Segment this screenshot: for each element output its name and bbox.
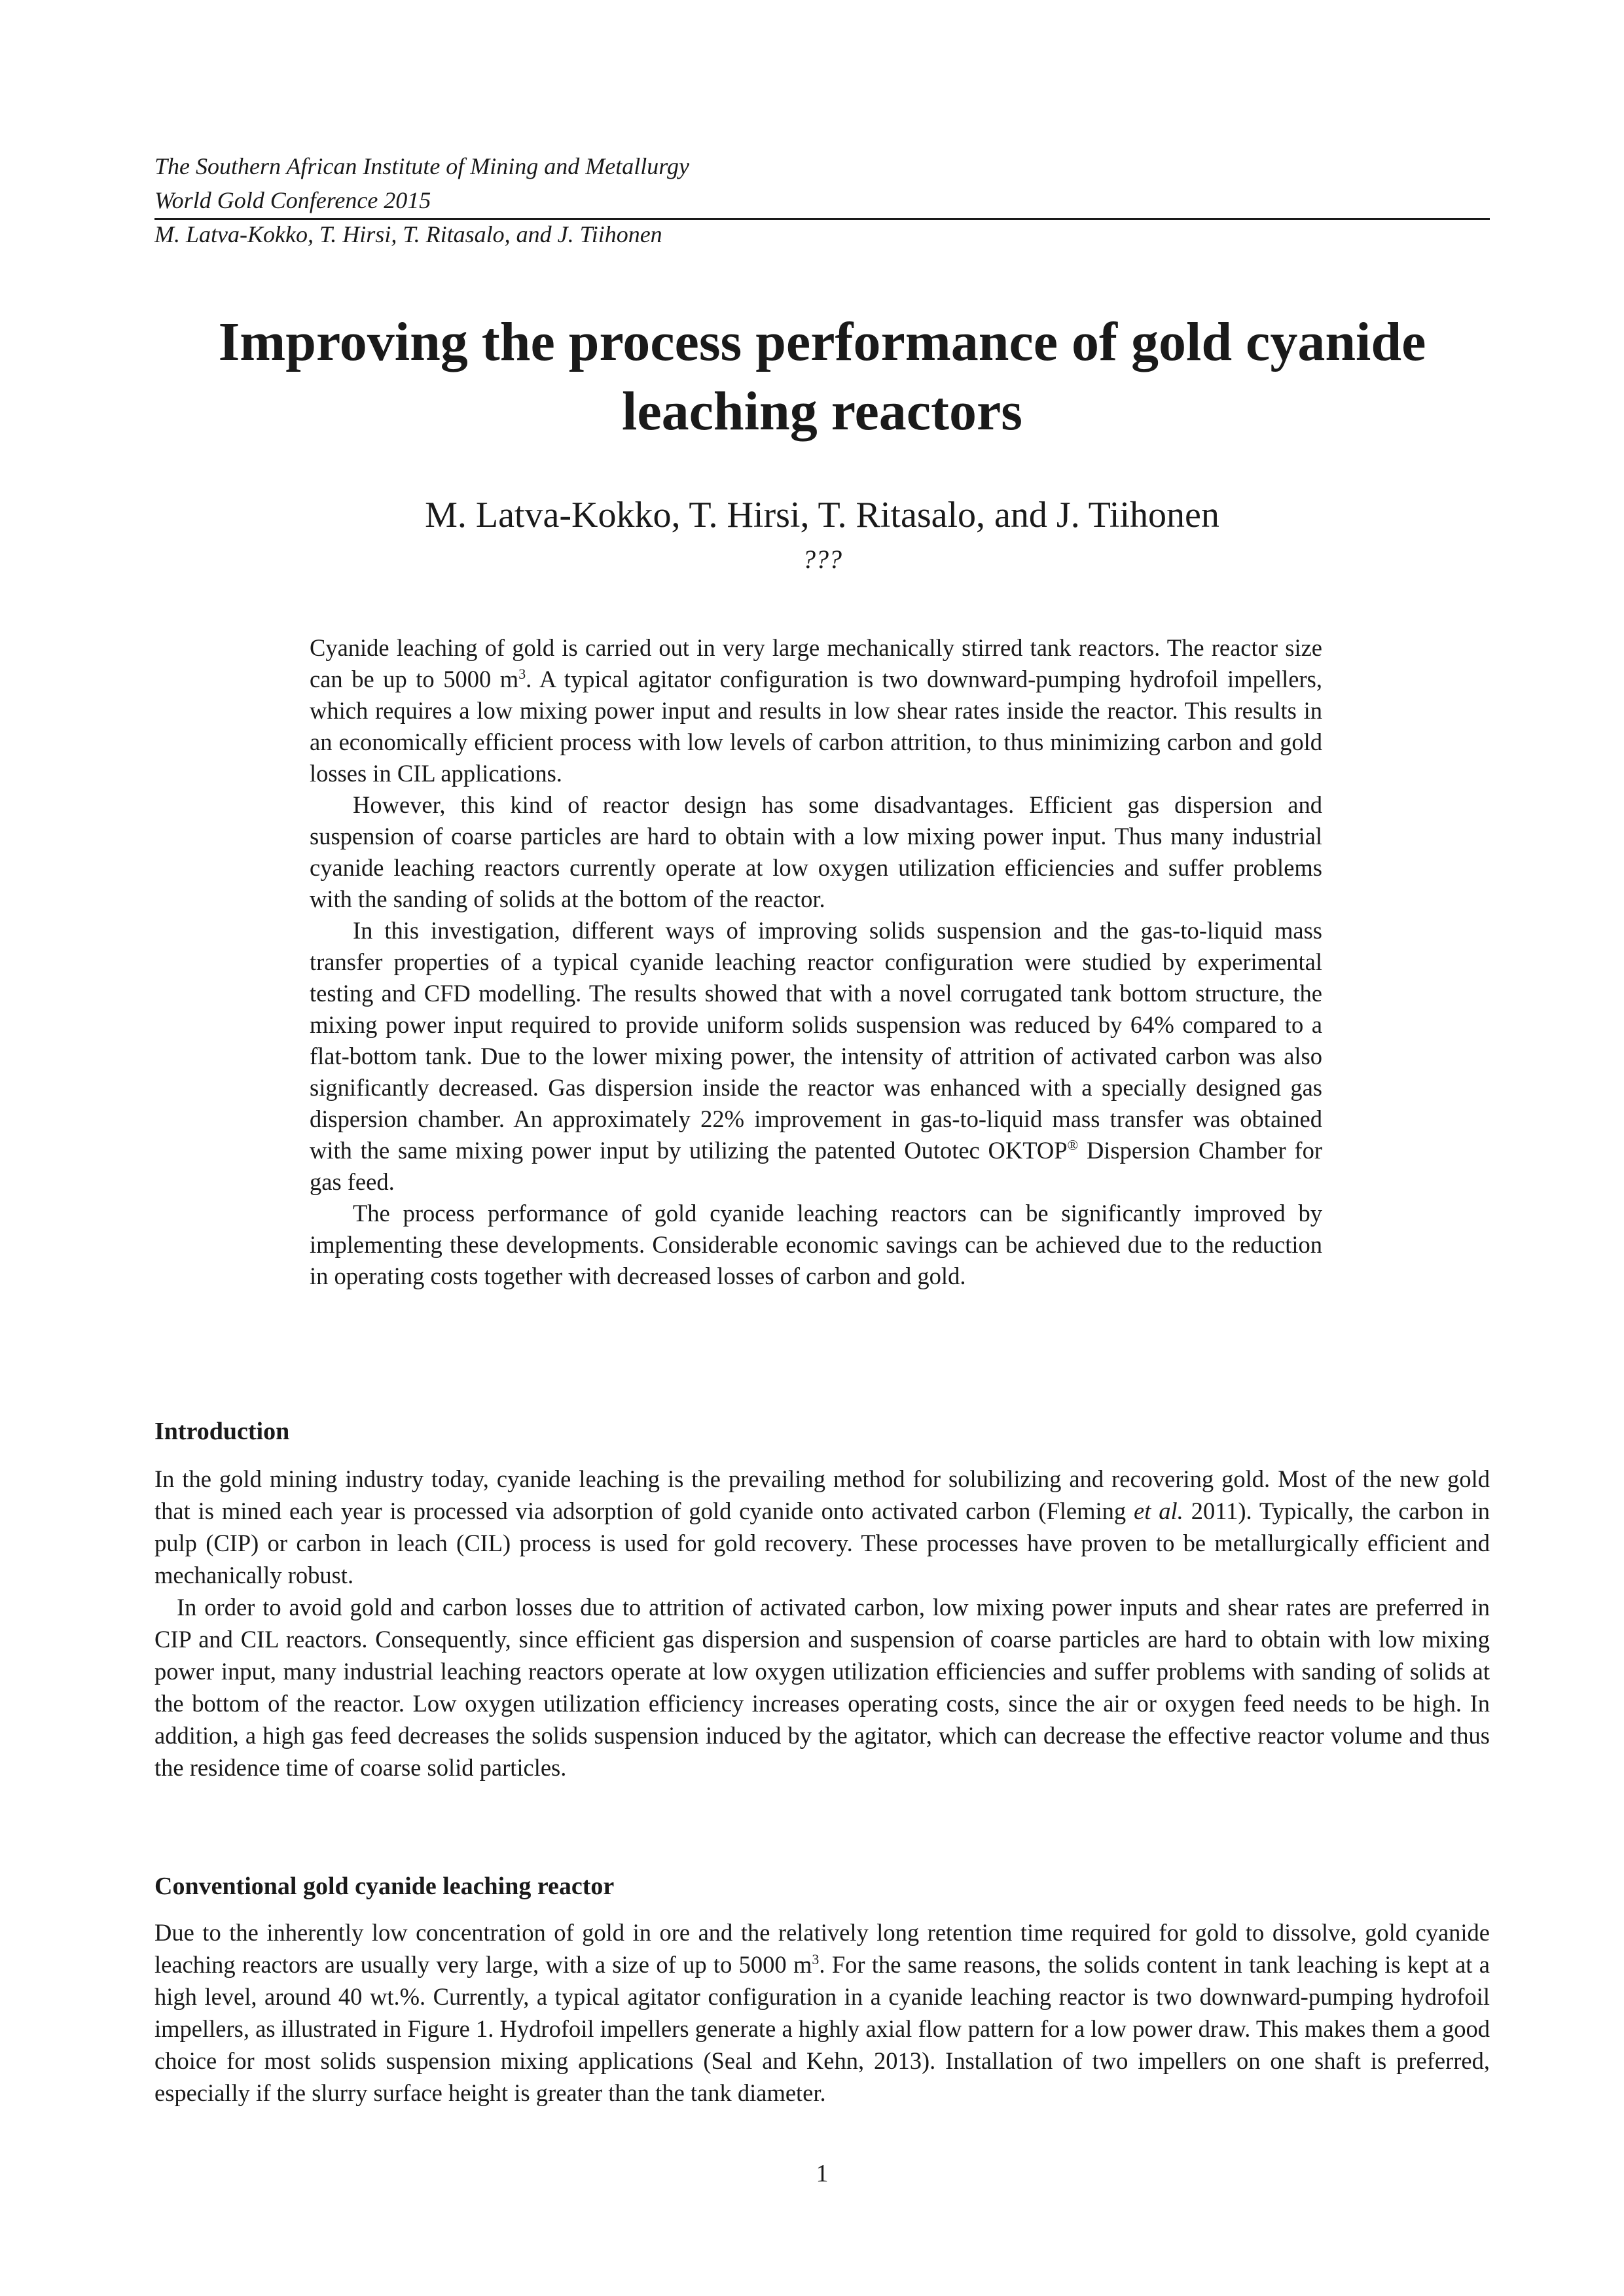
abstract-paragraph-3 [310,915,1322,1198]
introduction-paragraph-1 [154,1463,1490,1591]
abstract-paragraph-4: The process performance of gold cyanide leaching reactors can be significantly improved by implementing these developments. Considerable economic savings can be achieved due to the reduction in operating costs together with decreased losses of carbon and gold. [310,1200,1322,1289]
affiliation: ??? [803,545,842,574]
conv-p1-text-a: Due to the inherently low concentration of gold in ore and the relatively long retention time required for gold to dissolve, gold cyanide leaching reactors are usually very large, with a size of up to 5000 m [154,1919,1490,1978]
introduction-heading: Introduction [154,1418,290,1445]
paper-title [154,308,1490,446]
intro-p1-text-a: In the gold mining industry today, cyanide leaching is the prevailing method for solubilizing and recovering gold. Most of the new gold that is mined each year is processed via adsorption of gold cyanide onto activated carbon (Fleming [154,1465,1490,1524]
abstract-p3-text-a: In this investigation, different ways of improving solids suspension and the gas-to-liquid mass transfer properties of a typical cyanide leaching reactor configuration were studied by experimental testing and CFD modelling. The results showed that with a novel corrugated tank bottom structure, the mixing power input required to provide uniform solids suspension was reduced by 64% compared to a flat-bottom tank. Due to the lower mixing power, the intensity of attrition of activated carbon was also significantly decreased. Gas dispersion inside the reactor was enhanced with a specially designed gas dispersion chamber. An approximately 22% improvement in gas-to-liquid mass transfer was obtained with the same mixing power input by utilizing the patented Outotec OKTOP [310,917,1322,1164]
conv-p1-superscript: 3 [812,1950,820,1967]
introduction-body [154,1463,1490,1784]
page-number: 1 [816,2160,829,2187]
abstract-p1-superscript: 3 [518,665,526,682]
title-line-1: Improving the process performance of gold cyanide [218,312,1426,372]
abstract [310,632,1322,1292]
intro-p1-text-b: 2011). Typically, the carbon in pulp (CIP) or carbon in leach (CIL) process is used for gold recovery. These processes have proven to be metallurgically efficient and mechanically robust. [154,1498,1490,1588]
header-authors: M. Latva-Kokko, T. Hirsi, T. Ritasalo, and J. Tiihonen [154,221,662,247]
author-list: M. Latva-Kokko, T. Hirsi, T. Ritasalo, and J. Tiihonen [425,495,1219,535]
conventional-body [154,1916,1490,2109]
abstract-p1-text-a: Cyanide leaching of gold is carried out in very large mechanically stirred tank reactors. The reactor size can be up to 5000 m [310,634,1322,692]
title-line-2: leaching reactors [622,381,1022,442]
introduction-paragraph-2: In order to avoid gold and carbon losses due to attrition of activated carbon, low mixing power inputs and shear rates are preferred in CIP and CIL reactors. Consequently, since efficient gas dispersion and suspension of coarse particles are hard to obtain with low mixing power input, many industrial leaching reactors operate at low oxygen utilization efficiencies and suffer problems with sanding of solids at the bottom of the reactor. Low oxygen utilization efficiency increases operating costs, since the air or oxygen feed needs to be high. In addition, a high gas feed decreases the solids suspension induced by the agitator, which can decrease the effective reactor volume and thus the residence time of coarse solid particles. [154,1594,1490,1781]
abstract-paragraph-1 [310,632,1322,789]
running-header [154,149,1490,251]
abstract-p1-text-b: . A typical agitator configuration is two downward-pumping hydrofoil impellers, which requires a low mixing power input and results in low shear rates inside the reactor. This results in an economically efficient process with low levels of carbon attrition, to thus minimizing carbon and gold losses in CIL applications. [310,666,1322,787]
header-conference: World Gold Conference 2015 [154,187,431,213]
conventional-heading: Conventional gold cyanide leaching reactor [154,1873,615,1900]
abstract-paragraph-2: However, this kind of reactor design has some disadvantages. Efficient gas dispersion and suspension of coarse particles are hard to obtain with a low mixing power input. Thus many industrial cyanide leaching reactors currently operate at low oxygen utilization efficiencies and suffer problems with the sanding of solids at the bottom of the reactor. [310,791,1322,912]
header-rule [154,218,1490,220]
abstract-p3-text-b: Dispersion Chamber for gas feed. [310,1137,1322,1195]
header-institute: The Southern African Institute of Mining and Metallurgy [154,153,689,179]
intro-p1-et-al: et al. [1134,1498,1183,1524]
conventional-paragraph-1 [154,1916,1490,2109]
conv-p1-text-b: . For the same reasons, the solids content in tank leaching is kept at a high level, around 40 wt.%. Currently, a typical agitator configuration in a cyanide leaching reactor is two downward-pumping hydrofoil impellers, as illustrated in Figure 1. Hydrofoil impellers generate a highly axial flow pattern for a low power draw. This makes them a good choice for most solids suspension mixing applications (Seal and Kehn, 2013). Installation of two impellers on one shaft is preferred, especially if the slurry surface height is greater than the tank diameter. [154,1951,1490,2106]
abstract-p3-superscript: ® [1067,1136,1079,1153]
